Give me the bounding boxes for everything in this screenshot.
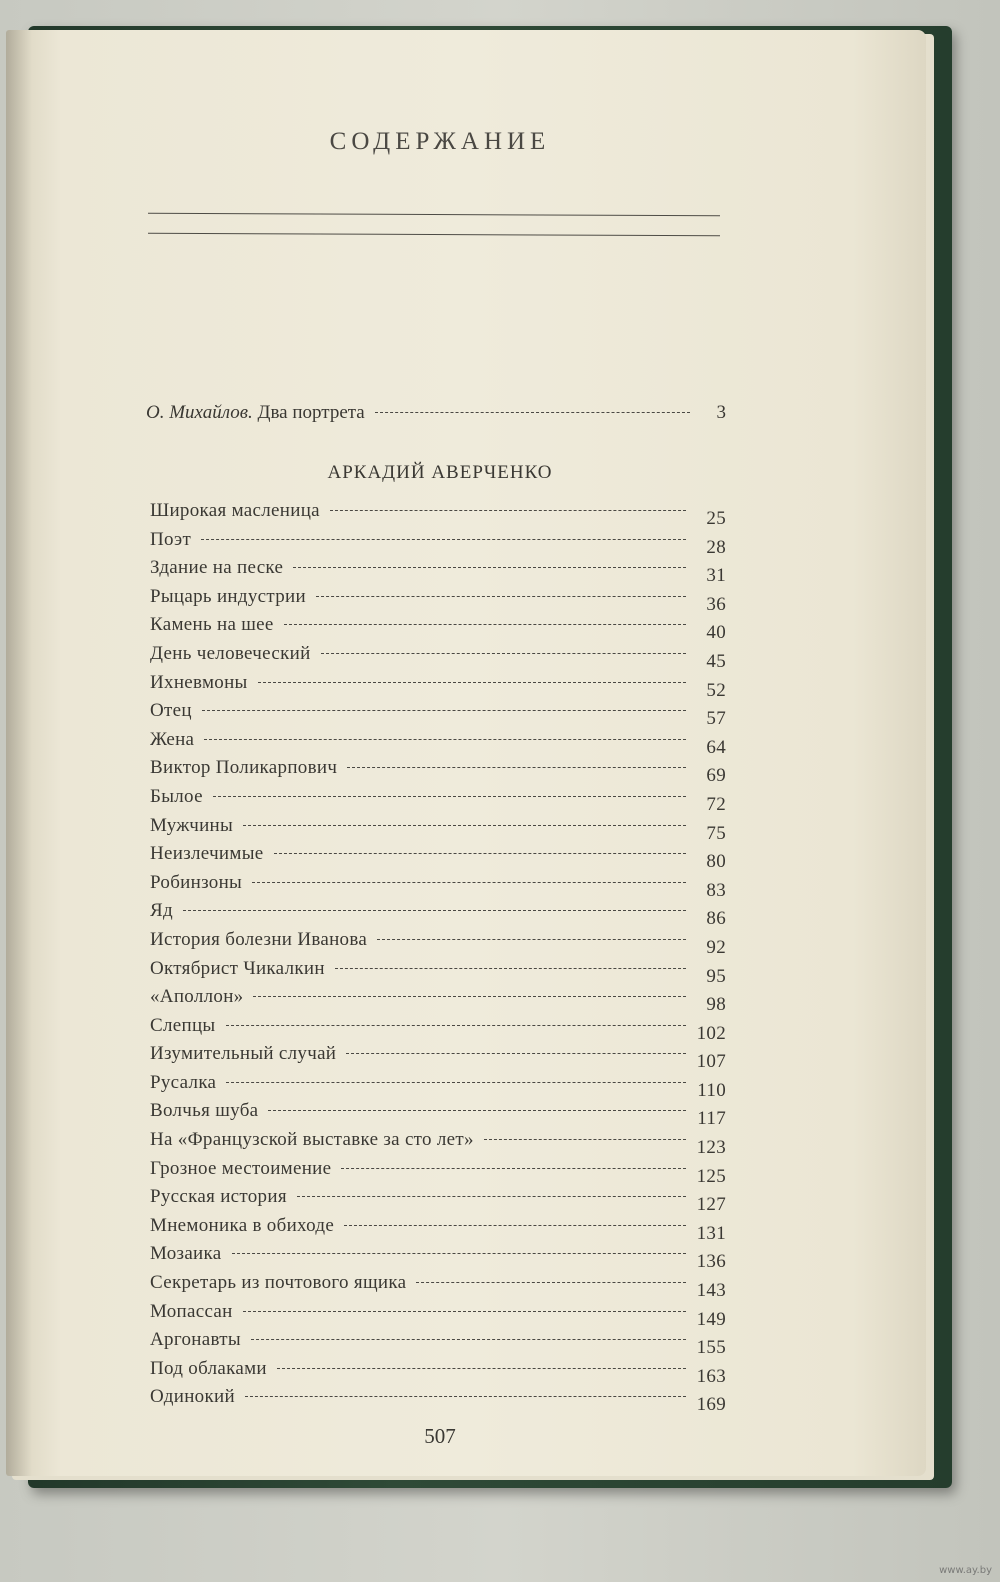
- dash-leader: [226, 1081, 686, 1083]
- toc-entry-page: 95: [706, 965, 726, 987]
- dash-leader: [252, 881, 686, 883]
- toc-entry-title: Неизлечимые: [150, 843, 264, 865]
- dash-leader: [274, 852, 686, 854]
- toc-entry-page: 163: [696, 1365, 726, 1387]
- toc-entry-page: 123: [696, 1137, 726, 1159]
- toc-entry-title: История болезни Иванова: [150, 928, 368, 950]
- dash-leader: [243, 824, 686, 826]
- dash-leader: [204, 738, 686, 740]
- toc-entry: [150, 843, 726, 872]
- toc-entry: [150, 1272, 726, 1301]
- dash-leader: [245, 1395, 686, 1397]
- toc-entry-page: 98: [706, 994, 726, 1016]
- toc-entry-page: 45: [706, 650, 726, 672]
- toc-entry-title: Ихневмоны: [150, 671, 248, 693]
- dash-leader: [316, 595, 686, 597]
- section-title: АРКАДИЙ АВЕРЧЕНКО: [327, 462, 553, 483]
- dash-leader: [251, 1338, 686, 1340]
- toc-entry-title: День человеческий: [150, 642, 311, 664]
- toc-entry-page: 69: [706, 765, 726, 787]
- toc-entry: [150, 700, 726, 729]
- dash-leader: [321, 652, 686, 654]
- toc-entry: [150, 500, 726, 529]
- toc-entry: [150, 1358, 726, 1387]
- toc-entry-title: Былое: [150, 785, 203, 807]
- toc-entry: [150, 986, 726, 1015]
- toc-entry: [150, 643, 726, 672]
- toc-entry: [150, 1100, 726, 1129]
- toc-entry: [150, 1301, 726, 1330]
- toc-entry-title: Русская история: [150, 1186, 287, 1208]
- toc-entry: [150, 872, 726, 901]
- toc-entry-title: Секретарь из почтового ящика: [150, 1272, 407, 1294]
- toc-entry-title: Мнемоника в обиходе: [150, 1214, 335, 1236]
- dash-leader: [253, 995, 686, 997]
- toc-entry-title: Мужчины: [150, 814, 234, 836]
- toc-entry: [150, 757, 726, 786]
- toc-entry-title: «Аполлон»: [150, 986, 244, 1008]
- toc-entry: [150, 1072, 726, 1101]
- toc-entry-title: Отец: [150, 700, 192, 722]
- toc-entry: [150, 557, 726, 586]
- dash-leader: [377, 938, 686, 940]
- dash-leader: [226, 1024, 687, 1026]
- toc-entry-title: Слепцы: [150, 1014, 216, 1036]
- dash-leader: [232, 1252, 686, 1254]
- dash-leader: [201, 538, 686, 540]
- toc-entry-page: 86: [706, 908, 726, 930]
- toc-entry: [150, 1329, 726, 1358]
- toc-list: [150, 500, 726, 1415]
- toc-entry: [150, 1386, 726, 1415]
- dash-leader: [297, 1195, 686, 1197]
- toc-entry-title: Волчья шуба: [150, 1100, 259, 1122]
- dash-leader: [277, 1367, 686, 1369]
- intro-page-number: 3: [716, 402, 726, 423]
- dash-leader: [335, 967, 686, 969]
- toc-entry-title: Поэт: [150, 528, 192, 550]
- page-number: 507: [424, 1424, 456, 1448]
- toc-entry-title: Русалка: [150, 1071, 217, 1093]
- toc-entry: [150, 614, 726, 643]
- dash-leader: [375, 411, 690, 413]
- dash-leader: [347, 766, 686, 768]
- intro-author: О. Михайлов.: [146, 402, 253, 423]
- toc-entry-page: 110: [697, 1079, 726, 1101]
- intro-entry: [146, 402, 726, 424]
- toc-entry: [150, 672, 726, 701]
- toc-entry: [150, 1243, 726, 1272]
- dash-leader: [344, 1224, 686, 1226]
- toc-entry-title: Жена: [150, 728, 195, 750]
- toc-entry-page: 40: [706, 622, 726, 644]
- toc-entry-title: Мопассан: [150, 1300, 233, 1322]
- heading-rule-bottom: [148, 233, 720, 236]
- toc-entry-page: 25: [706, 508, 726, 529]
- dash-leader: [330, 509, 686, 511]
- dash-leader: [183, 909, 686, 911]
- dash-leader: [258, 681, 686, 683]
- toc-entry: [150, 786, 726, 815]
- toc-entry: [150, 958, 726, 987]
- intro-title: Два портрета: [257, 402, 365, 423]
- toc-entry-page: 52: [706, 679, 726, 701]
- toc-entry-title: Робинзоны: [150, 871, 243, 893]
- toc-entry-page: 125: [696, 1165, 726, 1187]
- toc-entry: [150, 586, 726, 615]
- page-heading: СОДЕРЖАНИЕ: [329, 128, 551, 155]
- toc-entry: [150, 1043, 726, 1072]
- toc-entry-title: Мозаика: [150, 1243, 222, 1265]
- toc-entry-page: 102: [696, 1022, 726, 1044]
- dash-leader: [213, 795, 686, 797]
- toc-entry-title: Изумительный случай: [150, 1043, 337, 1065]
- dash-leader: [293, 566, 686, 568]
- dash-leader: [416, 1281, 686, 1283]
- toc-entry-title: Виктор Поликарпович: [150, 757, 338, 779]
- toc-entry-title: Одинокий: [150, 1386, 235, 1408]
- toc-entry-title: Яд: [150, 900, 173, 922]
- toc-entry-page: 143: [696, 1280, 726, 1302]
- toc-entry-page: 149: [696, 1308, 726, 1330]
- toc-entry: [150, 929, 726, 958]
- toc-entry-page: 117: [697, 1108, 726, 1130]
- toc-entry-title: Камень на шее: [150, 614, 274, 636]
- toc-entry-page: 28: [706, 536, 726, 558]
- book-page: [6, 30, 926, 1476]
- toc-entry-page: 75: [706, 822, 726, 844]
- toc-entry-page: 31: [706, 565, 726, 587]
- toc-entry-title: Октябрист Чикалкин: [150, 957, 325, 979]
- toc-entry-page: 155: [696, 1337, 726, 1359]
- toc-entry-title: Широкая масленица: [150, 500, 320, 521]
- watermark: www.ay.by: [939, 1565, 992, 1576]
- toc-entry-title: Рыцарь индустрии: [150, 585, 306, 607]
- toc-entry: [150, 1186, 726, 1215]
- toc-entry-title: Под облаками: [150, 1357, 267, 1379]
- toc-entry-page: 57: [706, 708, 726, 730]
- dash-leader: [202, 709, 686, 711]
- toc-entry: [150, 1215, 726, 1244]
- toc-entry-page: 136: [696, 1251, 726, 1273]
- toc-entry-title: Аргонавты: [150, 1329, 241, 1351]
- toc-entry-page: 83: [706, 879, 726, 901]
- toc-entry-page: 169: [696, 1394, 726, 1416]
- toc-entry-page: 92: [706, 936, 726, 958]
- heading-rule-top: [148, 213, 720, 216]
- toc-entry-page: 131: [696, 1222, 726, 1244]
- toc-entry-title: Здание на песке: [150, 557, 284, 579]
- dash-leader: [284, 623, 686, 625]
- toc-entry-page: 80: [706, 851, 726, 873]
- toc-entry: [150, 1015, 726, 1044]
- dash-leader: [341, 1167, 686, 1169]
- toc-entry: [150, 900, 726, 929]
- toc-entry-title: На «Французской выставке за сто лет»: [150, 1129, 474, 1151]
- dash-leader: [268, 1109, 686, 1111]
- toc-entry: [150, 1158, 726, 1187]
- toc-entry-page: 127: [696, 1194, 726, 1216]
- dash-leader: [346, 1052, 686, 1054]
- toc-entry-page: 36: [706, 593, 726, 615]
- toc-entry: [150, 1129, 726, 1158]
- dash-leader: [484, 1138, 686, 1140]
- toc-entry-page: 64: [706, 736, 726, 758]
- dash-leader: [243, 1310, 686, 1312]
- toc-entry-page: 107: [696, 1051, 726, 1073]
- toc-entry-page: 72: [706, 793, 726, 815]
- intro-title-text: [146, 402, 365, 424]
- toc-entry-title: Грозное местоимение: [150, 1157, 332, 1179]
- toc-entry: [150, 815, 726, 844]
- toc-entry: [150, 729, 726, 758]
- toc-entry: [150, 529, 726, 558]
